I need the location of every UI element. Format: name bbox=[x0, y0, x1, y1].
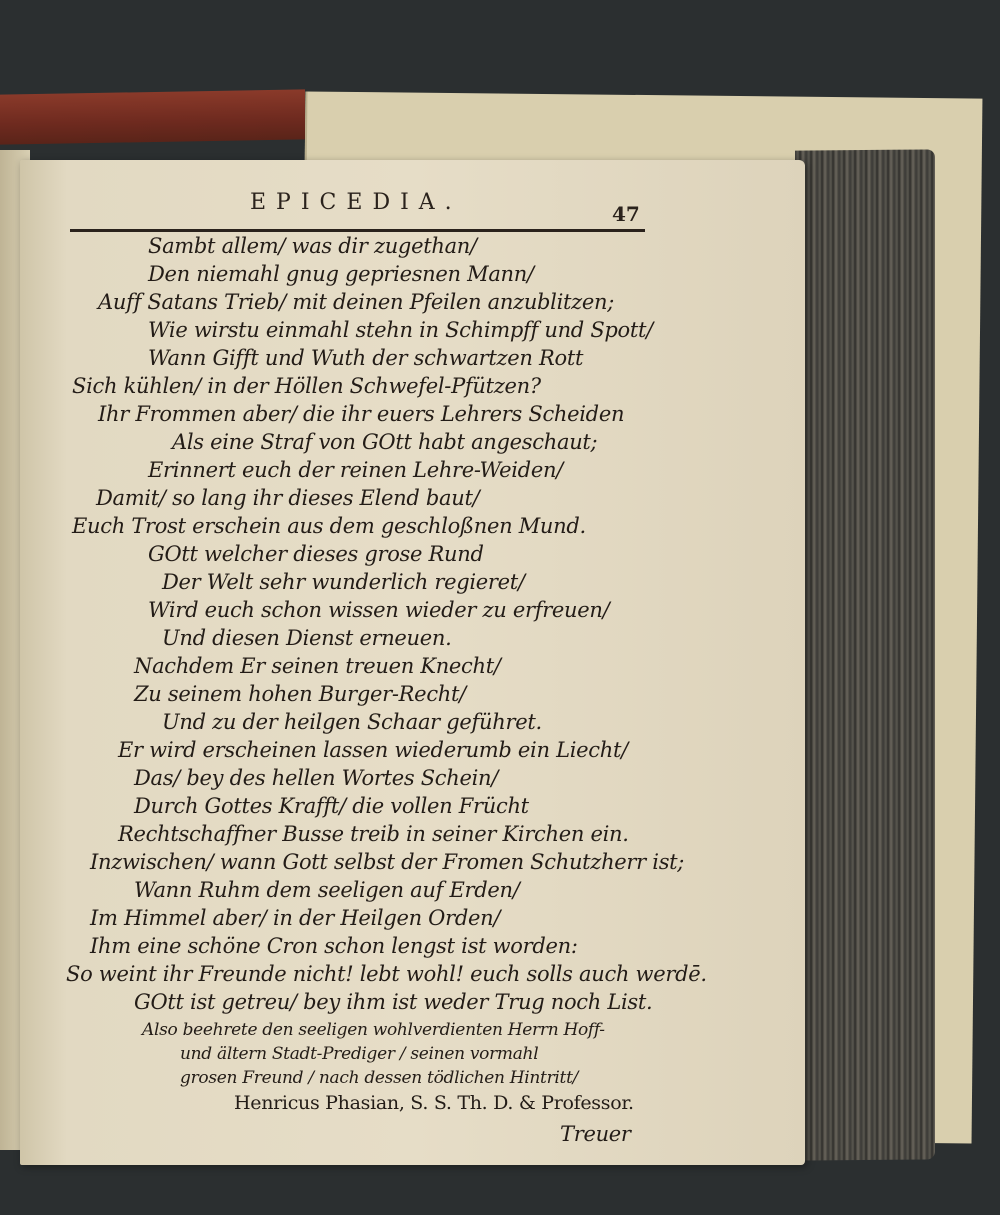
poem-line: Er wird erscheinen lassen wiederumb ein Liecht/ bbox=[118, 738, 628, 762]
poem-line: GOtt ist getreu/ bey ihm ist weder Trug noch List. bbox=[134, 990, 653, 1014]
poem-line: Wie wirstu einmahl stehn in Schimpff und Spott/ bbox=[148, 318, 653, 342]
red-binding-strip bbox=[0, 89, 305, 144]
poem-line: Durch Gottes Krafft/ die vollen Frücht bbox=[134, 794, 529, 818]
poem-line: Wann Gifft und Wuth der schwartzen Rott bbox=[148, 346, 584, 370]
poem-line: Und diesen Dienst erneuen. bbox=[162, 626, 452, 650]
poem-line: GOtt welcher dieses grose Rund bbox=[148, 542, 484, 566]
poem-line: Ihr Frommen aber/ die ihr euers Lehrers Scheiden bbox=[98, 402, 625, 426]
poem-line: Erinnert euch der reinen Lehre-Weiden/ bbox=[148, 458, 563, 482]
poem-line: Der Welt sehr wunderlich regieret/ bbox=[162, 570, 525, 594]
poem-line: Und zu der heilgen Schaar geführet. bbox=[162, 710, 542, 734]
poem-line: Euch Trost erschein aus dem geschloßnen Mund. bbox=[72, 514, 586, 538]
poem-line: Wird euch schon wissen wieder zu erfreuen/ bbox=[148, 598, 610, 622]
poem-line: Nachdem Er seinen treuen Knecht/ bbox=[134, 654, 501, 678]
poem-line: Rechtschaffner Busse treib in seiner Kirchen ein. bbox=[118, 822, 629, 846]
poem-line: Inzwischen/ wann Gott selbst der Fromen Schutzherr ist; bbox=[90, 850, 685, 874]
dedication-line: grosen Freund / nach dessen tödlichen Hintritt/ bbox=[180, 1068, 579, 1088]
header-rule bbox=[70, 229, 645, 232]
dedication-line: und ältern Stadt-Prediger / seinen vormahl bbox=[180, 1044, 539, 1064]
poem-line: Wann Ruhm dem seeligen auf Erden/ bbox=[134, 878, 520, 902]
page-number: 47 bbox=[612, 202, 640, 226]
poem-line: Im Himmel aber/ in der Heilgen Orden/ bbox=[90, 906, 501, 930]
poem-line: Als eine Straf von GOtt habt angeschaut; bbox=[172, 430, 598, 454]
poem-line: Sich kühlen/ in der Höllen Schwefel-Pfützen? bbox=[72, 374, 541, 398]
poem-line: Sambt allem/ was dir zugethan/ bbox=[148, 234, 477, 258]
poem-line: Das/ bey des hellen Wortes Schein/ bbox=[134, 766, 499, 790]
page-stack-edge bbox=[795, 149, 935, 1160]
catchword: Treuer bbox=[560, 1122, 631, 1146]
poem-line: So weint ihr Freunde nicht! lebt wohl! euch solls auch werdē. bbox=[66, 962, 707, 986]
poem-line: Ihm eine schöne Cron schon lengst ist worden: bbox=[90, 934, 578, 958]
poem-line: Zu seinem hohen Burger-Recht/ bbox=[134, 682, 466, 706]
author-signature: Henricus Phasian, S. S. Th. D. & Professor. bbox=[234, 1092, 634, 1114]
running-head: EPICEDIA. bbox=[250, 190, 462, 215]
poem-line: Auff Satans Trieb/ mit deinen Pfeilen anzublitzen; bbox=[98, 290, 615, 314]
poem-line: Damit/ so lang ihr dieses Elend baut/ bbox=[96, 486, 480, 510]
dedication-line: Also beehrete den seeligen wohlverdienten Herrn Hoff- bbox=[142, 1020, 605, 1040]
poem-line: Den niemahl gnug gepriesnen Mann/ bbox=[148, 262, 534, 286]
